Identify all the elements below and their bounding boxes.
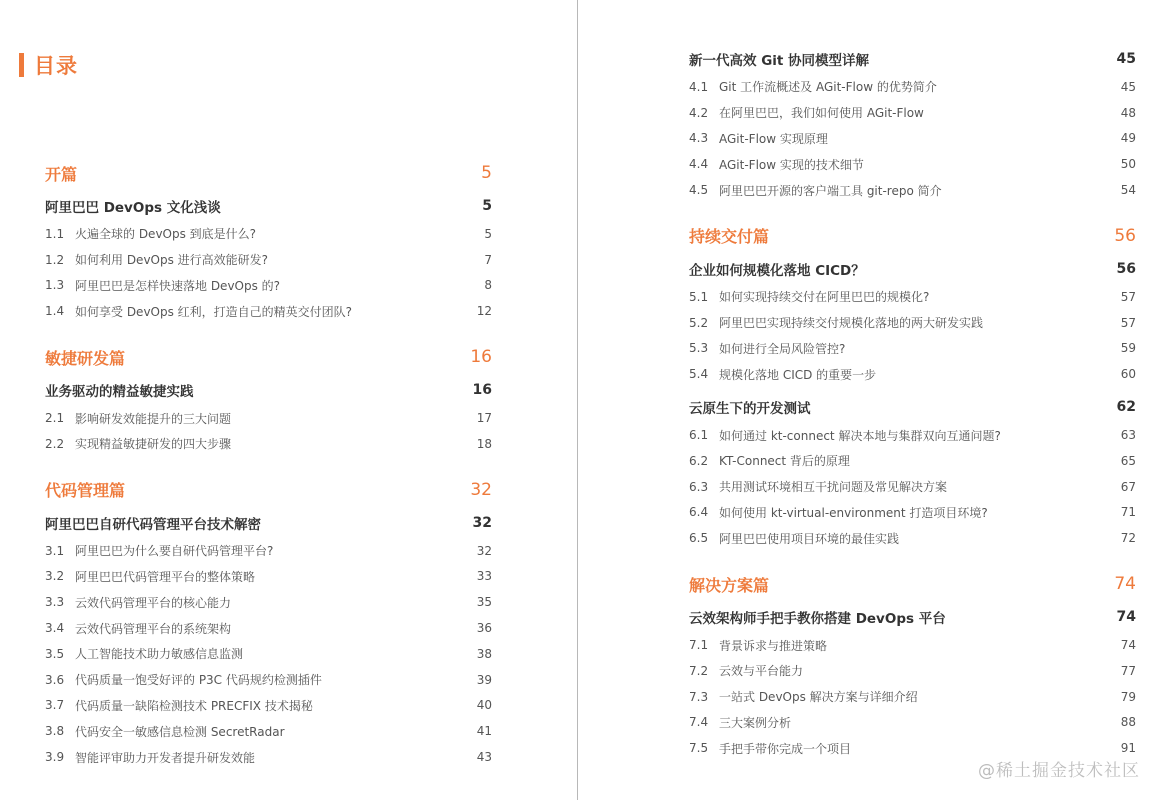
section-page: 57 [1120,315,1136,330]
part-page: 56 [1114,225,1136,246]
section-title: 阿里巴巴实现持续交付规模化落地的两大研发实践 [719,316,984,331]
section-title: KT-Connect 背后的原理 [719,454,850,469]
toc-section[interactable] [689,422,1136,448]
section-page: 67 [1120,479,1136,494]
section-title: 人工智能技术助力敏感信息监测 [75,647,244,662]
section-title: 云效代码管理平台的核心能力 [75,595,232,610]
chapter-title: 云效架构师手把手教你搭建 DevOps 平台 [689,611,946,628]
section-number: 1.3 [45,278,65,293]
section-number: 1.1 [45,226,65,241]
watermark: @稀土掘金技术社区 [978,761,1140,781]
accent-bar [19,53,24,77]
section-page: 48 [1120,105,1136,120]
toc-section[interactable] [45,405,492,431]
section-title: 实现精益敏捷研发的四大步骤 [75,437,232,452]
chapter-title: 阿里巴巴 DevOps 文化浅谈 [45,200,221,216]
section-page: 79 [1120,689,1136,704]
toc-section[interactable] [689,126,1136,152]
section-page: 54 [1120,183,1136,198]
toc-section[interactable] [45,589,492,615]
toc-left-column [45,160,492,770]
part-title: 代码管理篇 [45,481,126,501]
section-title: 如何利用 DevOps 进行高效能研发? [75,253,269,268]
section-number: 4.3 [689,131,709,146]
section-title: 一站式 DevOps 解决方案与详细介绍 [719,690,918,705]
toc-section[interactable] [45,564,492,590]
section-page: 32 [476,543,492,558]
section-page: 49 [1120,131,1136,146]
toc-chapter[interactable] [689,606,1136,628]
section-title: 如何进行全局风险管控? [719,341,846,356]
section-page: 63 [1120,428,1136,443]
toc-part[interactable] [45,477,492,503]
section-number: 3.6 [45,672,65,687]
part-page: 32 [470,479,492,500]
section-title: 阿里巴巴为什么要自研代码管理平台? [75,544,274,559]
toc-chapter[interactable] [689,48,1136,70]
section-page: 91 [1120,741,1136,756]
section-page: 50 [1120,157,1136,172]
part-page: 5 [481,163,492,183]
section-page: 77 [1120,663,1136,678]
toc-chapter[interactable] [45,512,492,534]
chapter-title: 业务驱动的精益敏捷实践 [45,384,194,401]
toc-section[interactable] [689,525,1136,551]
section-title: 云效代码管理平台的系统架构 [75,621,232,636]
section-number: 7.1 [689,638,709,653]
section-title: 云效与平台能力 [719,664,804,679]
toc-section[interactable] [45,431,492,457]
toc-section[interactable] [45,298,492,324]
part-page: 16 [470,347,492,368]
toc-section[interactable] [45,744,492,770]
section-number: 4.5 [689,183,709,198]
part-page: 74 [1114,574,1136,595]
section-title: 如何实现持续交付在阿里巴巴的规模化? [719,290,930,305]
section-title: 如何通过 kt-connect 解决本地与集群双向互通问题? [719,428,1001,443]
chapter-page: 45 [1116,51,1136,67]
section-page: 8 [484,278,492,293]
section-number: 3.8 [45,724,65,739]
section-number: 7.4 [689,715,709,730]
section-number: 2.1 [45,411,65,426]
toc-part[interactable] [689,571,1136,597]
toc-right-column [689,48,1136,761]
toc-section[interactable] [45,221,492,247]
section-page: 36 [476,621,492,636]
toc-chapter[interactable] [45,379,492,401]
section-page: 45 [1120,79,1136,94]
section-title: 三大案例分析 [719,715,792,730]
section-title: 阿里巴巴开源的客户端工具 git-repo 简介 [719,183,942,198]
section-number: 4.4 [689,157,709,172]
toc-section[interactable] [689,177,1136,203]
toc-section[interactable] [689,284,1136,310]
section-page: 43 [476,750,492,765]
section-page: 39 [476,672,492,687]
section-number: 7.5 [689,741,709,756]
toc-section[interactable] [689,310,1136,336]
section-title: 共用测试环境相互干扰问题及常见解决方案 [719,480,948,495]
section-number: 5.3 [689,341,709,356]
section-title: 阿里巴巴使用项目环境的最佳实践 [719,531,900,546]
toc-section[interactable] [45,615,492,641]
chapter-title: 新一代高效 Git 协同模型详解 [689,53,870,69]
chapter-page: 5 [482,198,492,214]
section-page: 88 [1120,715,1136,730]
section-page: 57 [1120,289,1136,304]
section-page: 74 [1120,638,1136,653]
section-number: 6.5 [689,531,709,546]
toc-section[interactable] [689,632,1136,658]
toc-section[interactable] [689,710,1136,736]
section-number: 6.1 [689,428,709,443]
toc-chapter[interactable] [689,258,1136,280]
section-title: AGit-Flow 实现原理 [719,131,828,146]
toc-chapter[interactable] [689,396,1136,418]
section-page: 12 [476,304,492,319]
section-title: 影响研发效能提升的三大问题 [75,411,232,426]
section-page: 40 [476,698,492,713]
toc-part[interactable] [689,223,1136,249]
section-page: 7 [484,252,492,267]
chapter-page: 32 [472,514,492,531]
toc-part[interactable] [45,160,492,186]
toc-part[interactable] [45,344,492,370]
part-title: 开篇 [45,164,78,184]
section-page: 72 [1120,531,1136,546]
section-page: 33 [476,569,492,584]
toc-section[interactable] [689,474,1136,500]
section-title: AGit-Flow 实现的技术细节 [719,157,864,172]
section-title: 规模化落地 CICD 的重要一步 [719,367,877,382]
section-number: 6.2 [689,453,709,468]
section-page: 60 [1120,367,1136,382]
chapter-page: 62 [1116,399,1136,416]
toc-section[interactable] [45,667,492,693]
section-number: 4.2 [689,105,709,120]
toc-section[interactable] [689,448,1136,474]
section-number: 6.4 [689,505,709,520]
toc-section[interactable] [45,247,492,273]
left-page [0,0,577,800]
chapter-page: 16 [472,382,492,399]
part-title: 持续交付篇 [689,227,770,247]
section-number: 7.3 [689,689,709,704]
section-page: 35 [476,595,492,610]
chapter-title: 企业如何规模化落地 CICD？ [689,262,865,279]
section-number: 3.9 [45,750,65,765]
toc-section[interactable] [45,718,492,744]
part-title: 敏捷研发篇 [45,348,126,368]
section-title: 如何使用 kt-virtual-environment 打造项目环境? [719,505,988,520]
section-number: 4.1 [689,79,709,94]
section-page: 5 [484,226,492,241]
chapter-page: 56 [1116,260,1136,277]
toc-section[interactable] [45,693,492,719]
section-page: 18 [476,436,492,451]
chapter-page: 74 [1116,609,1136,626]
section-number: 3.2 [45,569,65,584]
toc-section[interactable] [689,74,1136,100]
section-title: 阿里巴巴是怎样快速落地 DevOps 的? [75,278,281,293]
toc-section[interactable] [45,641,492,667]
toc-section[interactable] [45,538,492,564]
toc-section[interactable] [45,273,492,299]
toc-section[interactable] [689,151,1136,177]
section-number: 7.2 [689,663,709,678]
section-page: 65 [1120,453,1136,468]
section-title: 智能评审助力开发者提升研发效能 [75,750,256,765]
section-page: 38 [476,646,492,661]
section-title: 代码质量一饱受好评的 P3C 代码规约检测插件 [75,673,322,688]
section-title: 如何享受 DevOps 红利，打造自己的精英交付团队? [75,304,353,319]
section-number: 3.5 [45,646,65,661]
part-title: 解决方案篇 [689,575,770,595]
section-title: 火遍全球的 DevOps 到底是什么? [75,227,257,242]
section-title: 在阿里巴巴，我们如何使用 AGit-Flow [719,106,924,121]
toc-section[interactable] [689,100,1136,126]
toc-heading [19,52,78,78]
section-number: 2.2 [45,436,65,451]
toc-section[interactable] [689,336,1136,362]
section-title: 阿里巴巴代码管理平台的整体策略 [75,569,256,584]
toc-title: 目录 [34,54,78,78]
toc-section[interactable] [689,684,1136,710]
toc-section[interactable] [689,658,1136,684]
section-page: 59 [1120,341,1136,356]
chapter-title: 云原生下的开发测试 [689,401,811,418]
section-page: 41 [476,724,492,739]
chapter-title: 阿里巴巴自研代码管理平台技术解密 [45,516,261,533]
toc-section[interactable] [689,361,1136,387]
section-title: Git 工作流概述及 AGit-Flow 的优势简介 [719,80,937,95]
section-number: 6.3 [689,479,709,494]
section-page: 71 [1120,505,1136,520]
section-number: 3.3 [45,595,65,610]
section-title: 代码质量一缺陷检测技术 PRECFIX 技术揭秘 [75,698,313,713]
section-number: 5.2 [689,315,709,330]
toc-chapter[interactable] [45,195,492,217]
section-number: 3.1 [45,543,65,558]
section-number: 1.2 [45,252,65,267]
section-number: 5.4 [689,367,709,382]
section-number: 1.4 [45,304,65,319]
section-number: 3.7 [45,698,65,713]
section-page: 17 [476,411,492,426]
section-title: 背景诉求与推进策略 [719,638,828,653]
section-title: 代码安全一敏感信息检测 SecretRadar [75,724,285,739]
toc-section[interactable] [689,500,1136,526]
section-number: 3.4 [45,621,65,636]
section-number: 5.1 [689,289,709,304]
section-title: 手把手带你完成一个项目 [719,741,852,756]
